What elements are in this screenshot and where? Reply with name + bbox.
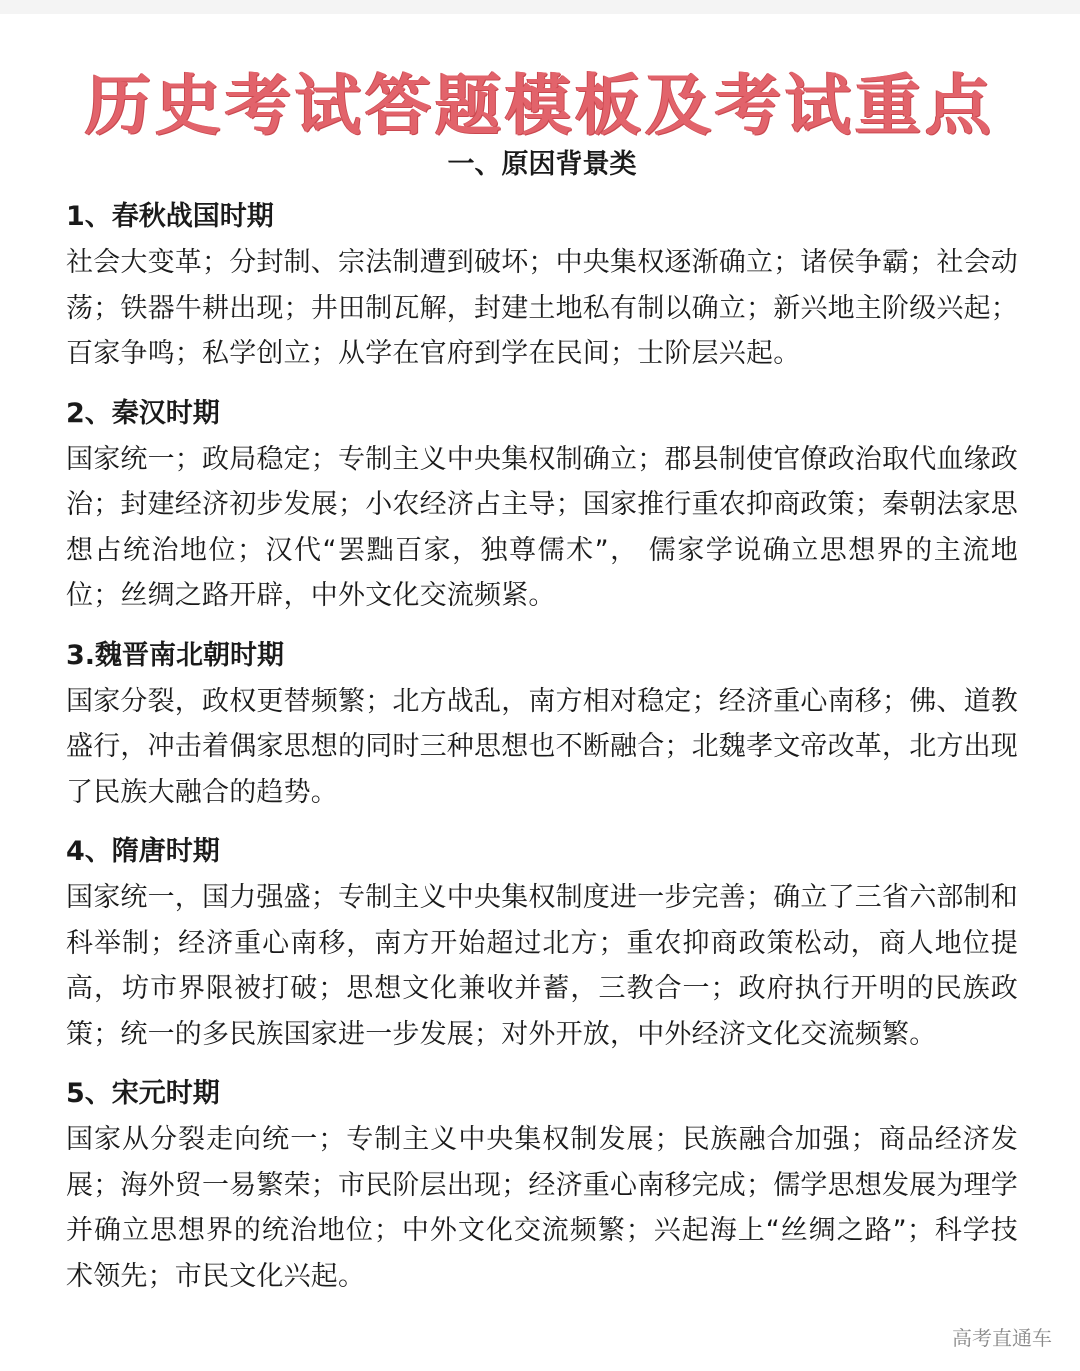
subsection-sui-tang [66, 829, 1018, 1057]
subsection-body: 国家统一，国力强盛；专制主义中央集权制度进一步完善；确立了三省六部制和科举制；经济重心南移，南方开始超过北方；重农抑商政策松动，商人地位提高，坊市界限被打破；思想文化兼收并蓄，三教合一；政府执行开明的民族政策；统一的多民族国家进一步发展；对外开放，中外经济文化交流频繁。 [66, 882, 1018, 1050]
subsection-title: 1、春秋战国时期 [66, 201, 274, 232]
subsection-title: 3.魏晋南北朝时期 [66, 639, 285, 671]
top-bar [0, 0, 1080, 14]
page-title: 历史考试答题模板及考试重点 [85, 67, 995, 145]
subsection-song-yuan [66, 1071, 1018, 1299]
subsection-wei-jin [66, 633, 1018, 816]
section-heading: 一、原因背景类 [447, 149, 637, 180]
subsection-body: 国家从分裂走向统一；专制主义中央集权制发展；民族融合加强；商品经济发展；海外贸一易繁荣；市民阶层出现；经济重心南移完成；儒学思想发展为理学并确立思想界的统治地位；中外文化交流频繁；兴起海上“丝绸之路”；科学技术领先；市民文化兴起。 [66, 1124, 1018, 1292]
subsection-qin-han [66, 391, 1018, 619]
document-content [66, 140, 1018, 1313]
subsection-body: 国家分裂，政权更替频繁；北方战乱，南方相对稳定；经济重心南移；佛、道教盛行，冲击着偶家思想的同时三种思想也不断融合；北魏孝文帝改革，北方出现了民族大融合的趋势。 [66, 685, 1018, 808]
subsection-title: 5、宋元时期 [66, 1078, 220, 1109]
subsection-title: 2、秦汉时期 [66, 397, 220, 429]
subsection-body: 国家统一；政局稳定；专制主义中央集权制确立；郡县制使官僚政治取代血缘政治；封建经济初步发展；小农经济占主导；国家推行重农抑商政策；秦朝法家思想占统治地位；汉代“罢黜百家，独尊儒术”， 儒家学说确立思想界的主流地位；丝绸之路开辟，中外文化交流频紧。 [66, 443, 1018, 611]
subsection-spring-autumn [66, 194, 1018, 377]
subsection-title: 4、隋唐时期 [66, 836, 220, 867]
subsection-body: 社会大变革；分封制、宗法制遭到破坏；中央集权逐渐确立；诸侯争霸；社会动荡；铁器牛耕出现；井田制瓦解，封建土地私有制以确立；新兴地主阶级兴起；百家争鸣；私学创立；从学在官府到学在民间；士阶层兴起。 [66, 247, 1018, 369]
watermark: 高考直通车 [952, 1326, 1052, 1350]
